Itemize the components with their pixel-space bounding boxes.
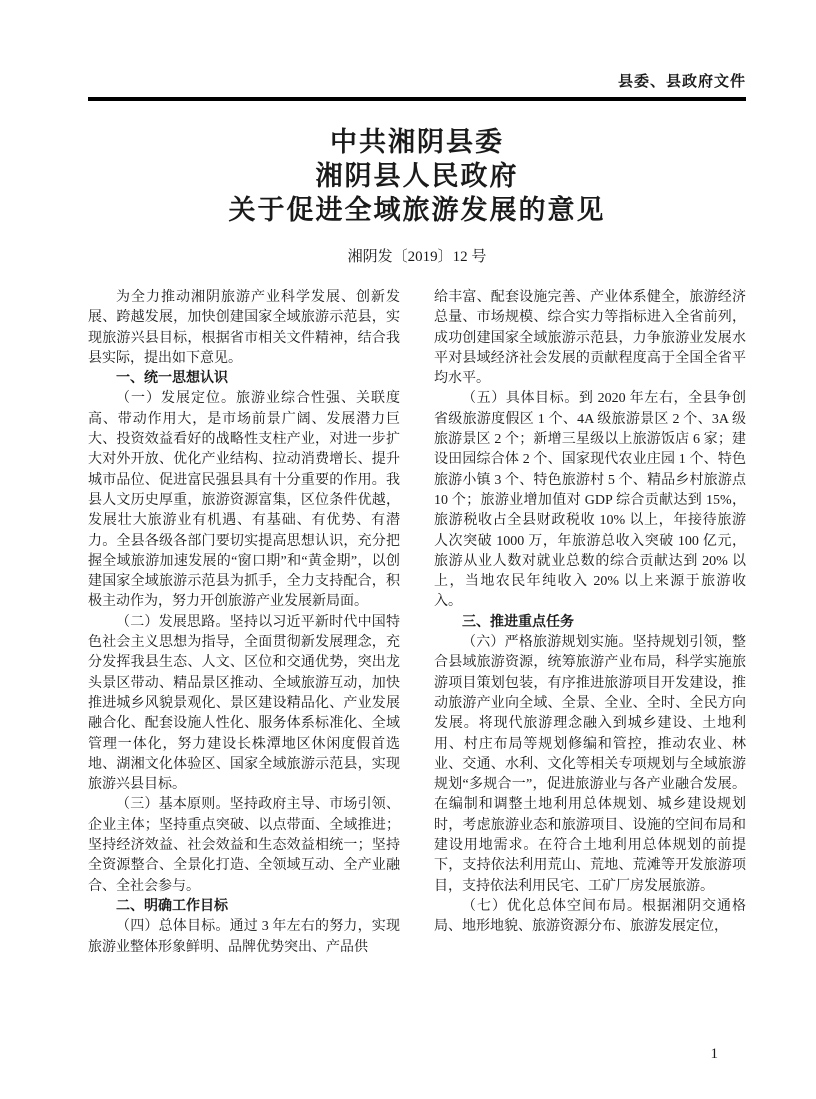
header-rule — [88, 97, 746, 101]
paragraph: （七）优化总体空间布局。根据湘阴交通格局、地形地貌、旅游资源分布、旅游发展定位， — [434, 898, 746, 935]
title-line-2: 湘阴县人民政府 — [315, 161, 519, 191]
title-line-1: 中共湘阴县委 — [330, 127, 504, 157]
title-line-3: 关于促进全域旅游发展的意见 — [228, 195, 606, 225]
page-header — [88, 70, 746, 97]
paragraph: （一）发展定位。旅游业综合性强、关联度高、带动作用大，是市场前景广阔、发展潜力巨大、投资效益看好的战略性支柱产业，对进一步扩大对外开放、优化产业结构、拉动消费增长、提升城市品位、促进富民强县具有十分重要的作用。我县人文历史厚重，旅游资源富集，区位条件优越，发展壮大旅游业有机遇、有基础、有优势、有潜力。全县各级各部门要切实提高思想认识，充分把握全域旅游加速发展的“窗口期”和“黄金期”，以创建国家全域旅游示范县为抓手，全力支持配合，积极主动作为，努力开创旅游产业发展新局面。 — [88, 391, 400, 610]
section-heading: 二、明确工作目标 — [116, 898, 228, 914]
document-title — [88, 125, 746, 227]
paragraph: 给丰富、配套设施完善、产业体系健全，旅游经济总量、市场规模、综合实力等指标进入全省前列，成功创建国家全域旅游示范县，力争旅游业发展水平对县域经济社会发展的贡献程度高于全国全省平均水平。 — [434, 290, 746, 387]
paragraph: 为全力推动湘阴旅游产业科学发展、创新发展、跨越发展，加快创建国家全域旅游示范县，实现旅游兴县目标，根据省市相关文件精神，结合我县实际，提出如下意见。 — [88, 290, 400, 366]
page-content — [88, 70, 746, 958]
doc-number: 湘阴发〔2019〕12 号 — [347, 249, 487, 265]
paragraph: （五）具体目标。到 2020 年左右，全县争创省级旅游度假区 1 个、4A 级旅游景区 2 个、3A 级旅游景区 2 个；新增三星级以上旅游饭店 6 家；建设田园综合体 2 个、国家现代农业庄园 1 个、特色旅游小镇 3 个、特色旅游村 5 个、精品乡村旅游点 10 个；旅游业增加值对 GDP 综合贡献达到 15%，旅游税收占全县财政税收 10% 以上，年接待旅游人次突破 1000 万，年旅游总收入突破 100 亿元，旅游从业人数对就业总数的综合贡献达到 20% 以上，当地农民年纯收入 20% 以上来源于旅游收入。 — [434, 391, 746, 610]
paragraph: （三）基本原则。坚持政府主导、市场引领、企业主体；坚持重点突破、以点带面、全域推进；坚持经济效益、社会效益和生态效益相统一；坚持全资源整合、全景化打造、全领域互动、全产业融合、全社会参与。 — [88, 797, 400, 894]
paragraph: （四）总体目标。通过 3 年左右的努力，实现旅游业整体形象鲜明、品牌优势突出、产品供 — [88, 919, 400, 955]
section-heading: 三、推进重点任务 — [462, 614, 574, 630]
paragraph: （六）严格旅游规划实施。坚持规划引领，整合县域旅游资源，统筹旅游产业布局，科学实施旅游项目策划包装，有序推进旅游项目开发建设，推动旅游产业向全域、全景、全业、全时、全民方向发展。将现代旅游理念融入到城乡建设、土地利用、村庄布局等规划修编和管控，推动农业、林业、交通、水利、文化等相关专项规划与全域旅游规划“多规合一”，促进旅游业与各产业融合发展。在编制和调整土地利用总体规划、城乡建设规划时，考虑旅游业态和旅游项目、设施的空间布局和建设用地需求。在符合土地利用总体规划的前提下，支持依法利用荒山、荒地、荒滩等开发旅游项目，支持依法利用民宅、工矿厂房发展旅游。 — [434, 635, 746, 894]
body-columns — [88, 288, 746, 958]
page-number: 1 — [710, 1046, 718, 1062]
left-column — [88, 288, 400, 958]
section-heading: 一、统一思想认识 — [116, 371, 228, 387]
right-column — [434, 288, 746, 958]
header-label: 县委、县政府文件 — [617, 74, 746, 90]
paragraph: （二）发展思路。坚持以习近平新时代中国特色社会主义思想为指导，全面贯彻新发展理念，充分发挥我县生态、人文、区位和交通优势，突出龙头景区带动、精品景区推动、全域旅游互动，加快推进城乡风貌景观化、景区建设精品化、产业发展融合化、配套设施人性化、服务体系标准化、全域管理一体化，努力建设长株潭地区休闲度假首选地、湖湘文化体验区、国家全域旅游示范县，实现旅游兴县目标。 — [88, 614, 400, 793]
